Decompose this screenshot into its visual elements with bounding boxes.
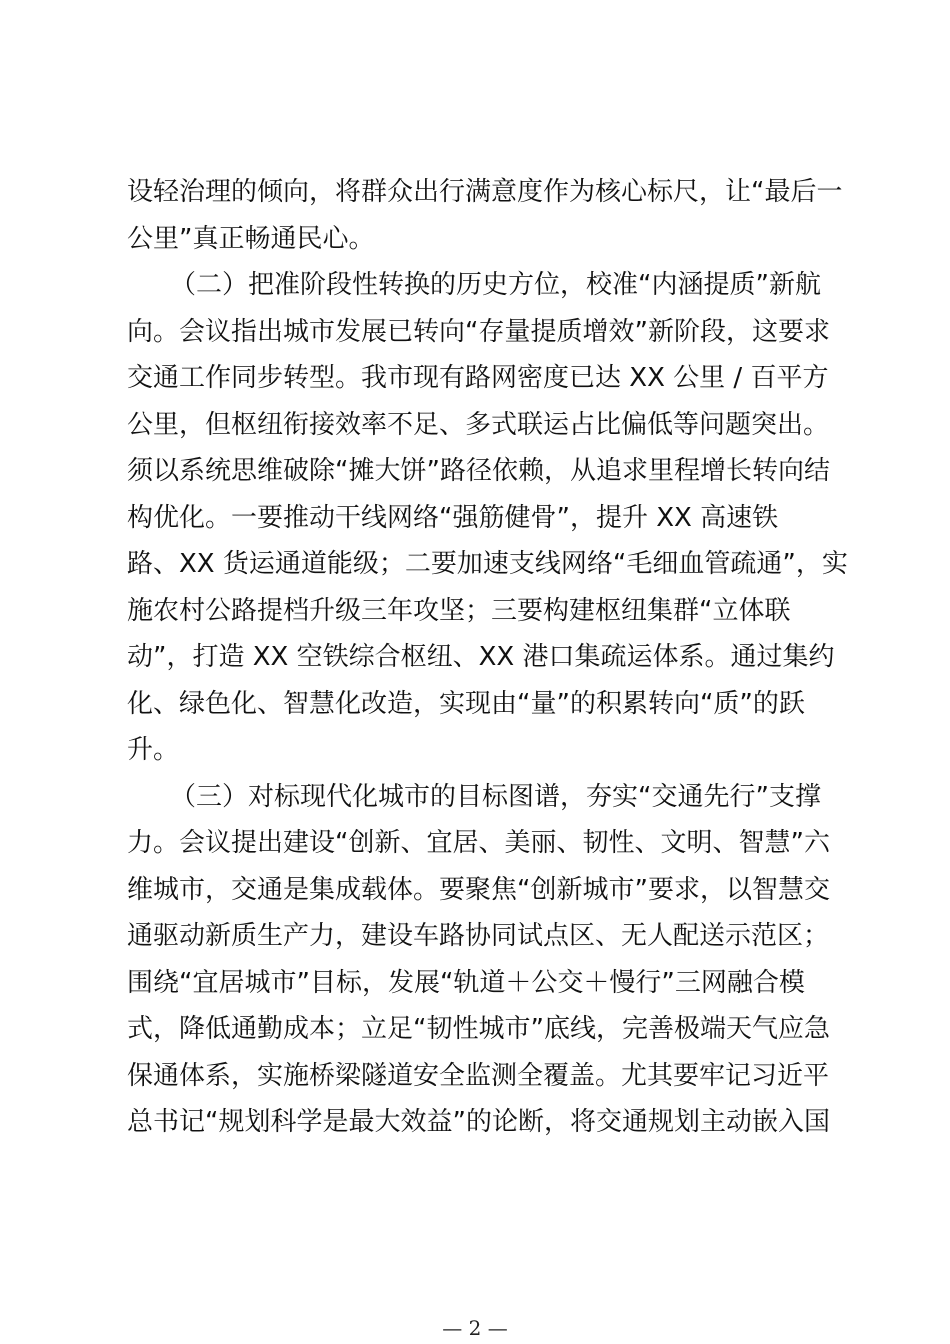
text-line: 施农村公路提档升级三年攻坚；三要构建枢纽集群“立体联 xyxy=(127,596,791,626)
page-number: — 2 — xyxy=(442,1316,508,1340)
text-line: 路、XX 货运通道能级；二要加速支线网络“毛细血管疏通”，实 xyxy=(127,549,848,579)
text-line: 须以系统思维破除“摊大饼”路径依赖，从追求里程增长转向结 xyxy=(127,456,830,486)
section-heading-3: （三）对标现代化城市的目标图谱，夯实“交通先行”支撑 xyxy=(170,782,821,812)
text-line: 化、绿色化、智慧化改造，实现由“量”的积累转向“质”的跃 xyxy=(127,689,805,719)
text-line: 保通体系，实施桥梁隧道安全监测全覆盖。尤其要牢记习近平 xyxy=(127,1061,830,1091)
text-line: 力。会议提出建设“创新、宜居、美丽、韧性、文明、智慧”六 xyxy=(127,828,830,858)
text-line: 维城市，交通是集成载体。要聚焦“创新城市”要求，以智慧交 xyxy=(127,875,830,905)
text-line: 升。 xyxy=(127,735,180,765)
text-line: 向。会议指出城市发展已转向“存量提质增效”新阶段，这要求 xyxy=(127,317,830,347)
text-line: 交通工作同步转型。我市现有路网密度已达 XX 公里 / 百平方 xyxy=(127,363,829,393)
text-line: 设轻治理的倾向，将群众出行满意度作为核心标尺，让“最后一 xyxy=(127,177,843,207)
text-line: 公里，但枢纽衔接效率不足、多式联运占比偏低等问题突出。 xyxy=(127,410,830,440)
text-line: 通驱动新质生产力，建设车路协同试点区、无人配送示范区； xyxy=(127,921,830,951)
text-line: 围绕“宜居城市”目标，发展“轨道＋公交＋慢行”三网融合模 xyxy=(127,968,805,998)
text-line: 总书记“规划科学是最大效益”的论断，将交通规划主动嵌入国 xyxy=(127,1107,830,1137)
text-line: 公里”真正畅通民心。 xyxy=(127,224,375,254)
text-line: 式，降低通勤成本；立足“韧性城市”底线，完善极端天气应急 xyxy=(127,1014,830,1044)
text-line: 构优化。一要推动干线网络“强筋健骨”，提升 XX 高速铁 xyxy=(127,503,779,533)
text-line: 动”，打造 XX 空铁综合枢纽、XX 港口集疏运体系。通过集约 xyxy=(127,642,835,672)
section-heading-2: （二）把准阶段性转换的历史方位，校准“内涵提质”新航 xyxy=(170,270,821,300)
